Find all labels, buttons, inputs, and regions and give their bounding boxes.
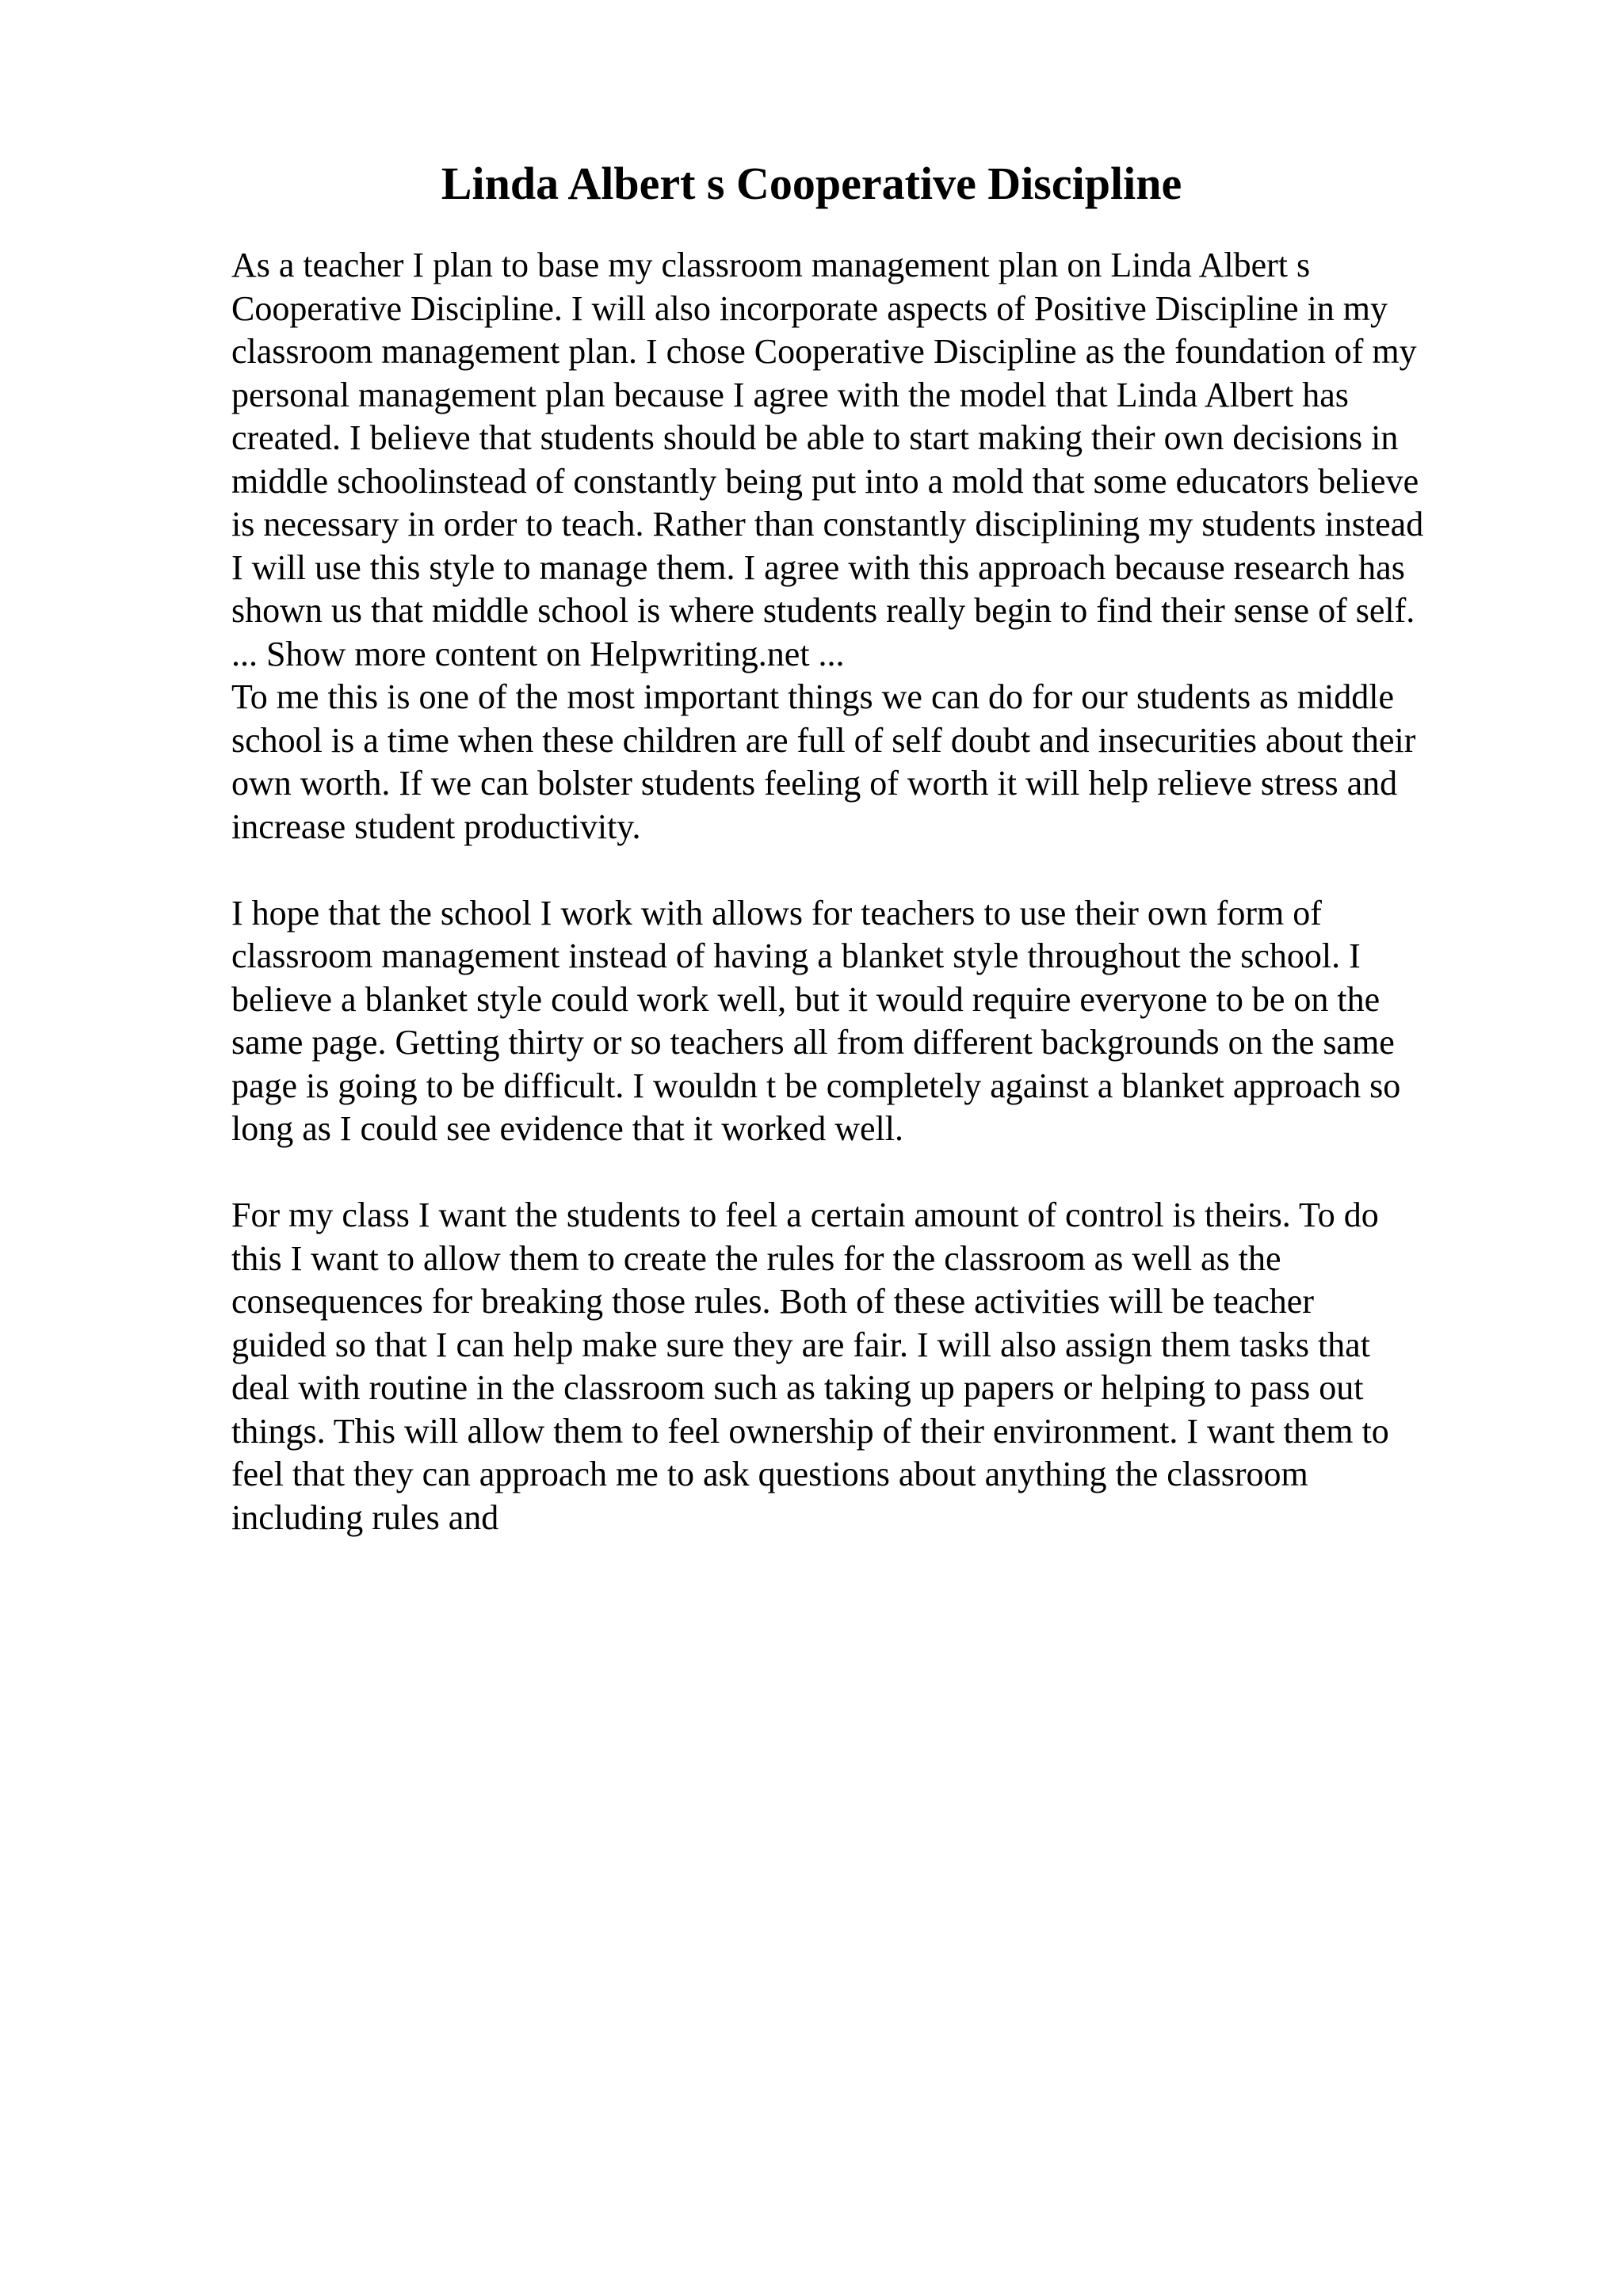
- text-line: ... Show more content on Helpwriting.net ...: [231, 634, 845, 673]
- text-line: personal management plan because I agree with the model that Linda Albert has: [231, 375, 1349, 414]
- paragraph: [231, 1194, 1515, 1539]
- text-line: same page. Getting thirty or so teachers all from different backgrounds on the same: [231, 1023, 1395, 1062]
- text-line: To me this is one of the most important things we can do for our students as middle: [231, 677, 1395, 716]
- text-line: feel that they can approach me to ask questions about anything the classroom: [231, 1455, 1308, 1493]
- text-line: created. I believe that students should be able to start making their own decisions in: [231, 418, 1399, 457]
- text-line: long as I could see evidence that it worked well.: [231, 1109, 903, 1148]
- text-line: is necessary in order to teach. Rather than constantly disciplining my students instead: [231, 505, 1424, 543]
- text-line: Cooperative Discipline. I will also incorporate aspects of Positive Discipline in my: [231, 288, 1388, 328]
- text-line: middle schoolinstead of constantly being put into a mold that some educators believe: [231, 461, 1419, 501]
- text-line: classroom management instead of having a blanket style throughout the school. I: [231, 936, 1361, 975]
- text-line: For my class I want the students to feel a certain amount of control is theirs. To do: [231, 1196, 1379, 1234]
- text-line: things. This will allow them to feel ownership of their environment. I want them to: [231, 1411, 1389, 1451]
- text-line: including rules and: [231, 1497, 499, 1537]
- text-line: guided so that I can help make sure they are fair. I will also assign them tasks that: [231, 1325, 1370, 1364]
- text-line: I will use this style to manage them. I agree with this approach because research has: [231, 547, 1405, 587]
- text-line: I hope that the school I work with allows for teachers to use their own form of: [231, 893, 1322, 933]
- paragraph-gap: [231, 1151, 1515, 1195]
- text-line: believe a blanket style could work well, but it would require everyone to be on the: [231, 979, 1381, 1019]
- text-line: As a teacher I plan to base my classroom management plan on Linda Albert s: [231, 246, 1311, 284]
- text-line: own worth. If we can bolster students feeling of worth it will help relieve stress and: [231, 764, 1398, 803]
- document-title: Linda Albert s Cooperative Discipline: [441, 158, 1182, 209]
- text-line: school is a time when these children are full of self doubt and insecurities about their: [231, 720, 1416, 760]
- text-line: deal with routine in the classroom such as taking up papers or helping to pass out: [231, 1368, 1364, 1407]
- paragraph-gap: [231, 849, 1515, 892]
- text-line: page is going to be difficult. I wouldn t be completely against a blanket approach so: [231, 1066, 1401, 1105]
- text-line: consequences for breaking those rules. Both of these activities will be teacher: [231, 1282, 1314, 1321]
- text-line: increase student productivity.: [231, 807, 641, 846]
- text-line: this I want to allow them to create the rules for the classroom as well as the: [231, 1238, 1281, 1278]
- text-line: classroom management plan. I chose Cooperative Discipline as the foundation of my: [231, 332, 1417, 371]
- paragraph: [231, 892, 1515, 1151]
- paragraph: [231, 244, 1515, 849]
- document-body: [231, 244, 1515, 1539]
- text-line: shown us that middle school is where students really begin to find their sense of self.: [231, 591, 1415, 630]
